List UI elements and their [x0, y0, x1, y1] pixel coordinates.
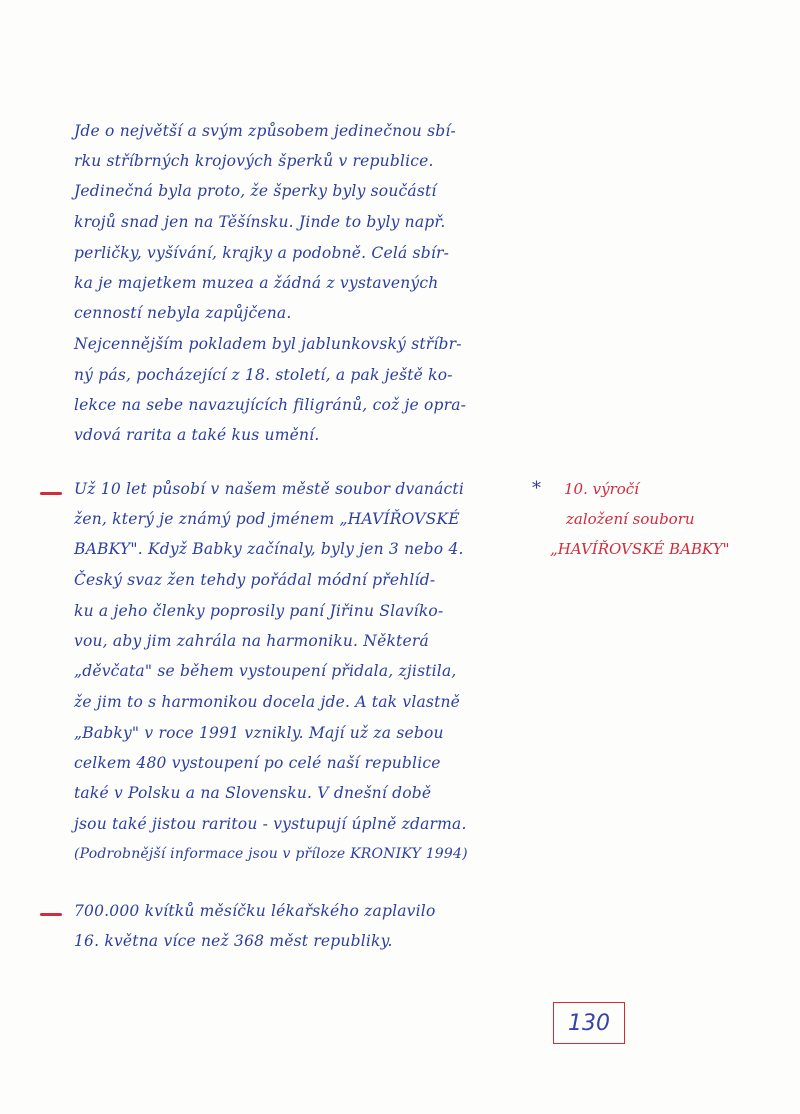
text-line: krojů snad jen na Těšínsku. Jinde to byly např. [74, 213, 446, 231]
margin-note-line: založení souboru [566, 510, 695, 528]
text-line: ný pás, pocházející z 18. století, a pak ještě ko- [74, 366, 453, 384]
text-line: Jde o největší a svým způsobem jedinečnou sbí- [74, 122, 456, 140]
text-line: celkem 480 vystoupení po celé naší republice [74, 754, 441, 772]
asterisk-marker: * [532, 478, 541, 499]
text-line: Nejcennějším pokladem byl jablunkovský stříbr- [74, 335, 462, 353]
text-line: (Podrobnější informace jsou v příloze KRONIKY 1994) [74, 846, 468, 862]
text-line: „děvčata" se během vystoupení přidala, zjistila, [74, 662, 457, 680]
text-line: rku stříbrných krojových šperků v republice. [74, 152, 434, 170]
text-line: Jedinečná byla proto, že šperky byly součástí [74, 182, 437, 200]
text-line: 16. května více než 368 měst republiky. [74, 932, 393, 950]
margin-note-line: „HAVÍŘOVSKÉ BABKY" [550, 540, 730, 558]
red-dash-marker [40, 492, 62, 495]
page-number: 130 [568, 1010, 610, 1036]
margin-note-line: 10. výročí [564, 480, 639, 498]
text-line: ka je majetkem muzea a žádná z vystavených [74, 274, 439, 292]
text-line: vdová rarita a také kus umění. [74, 426, 320, 444]
text-line: že jim to s harmonikou docela jde. A tak vlastně [74, 693, 461, 711]
text-line: lekce na sebe navazujících filigránů, což je opra- [74, 396, 467, 414]
text-line: „Babky" v roce 1991 vznikly. Mají už za sebou [74, 724, 444, 742]
text-line: Český svaz žen tehdy pořádal módní přehlíd- [74, 571, 436, 589]
text-line: cenností nebyla zapůjčena. [74, 304, 292, 322]
text-line: BABKY". Když Babky začínaly, byly jen 3 nebo 4. [74, 540, 464, 558]
text-line: perličky, vyšívání, krajky a podobně. Celá sbír- [74, 244, 450, 262]
text-line: 700.000 kvítků měsíčku lékařského zaplavilo [74, 902, 436, 920]
text-line: vou, aby jim zahrála na harmoniku. Některá [74, 632, 429, 650]
text-line: Už 10 let působí v našem městě soubor dvanácti [74, 480, 464, 498]
text-line: žen, který je známý pod jménem „HAVÍŘOVSKÉ [74, 510, 460, 528]
page-number-box [553, 1002, 625, 1044]
red-dash-marker [40, 913, 62, 916]
text-line: také v Polsku a na Slovensku. V dnešní době [74, 784, 432, 802]
text-line: ku a jeho členky poprosily paní Jiřinu Slavíko- [74, 602, 444, 620]
text-line: jsou také jistou raritou - vystupují úplně zdarma. [74, 815, 467, 833]
